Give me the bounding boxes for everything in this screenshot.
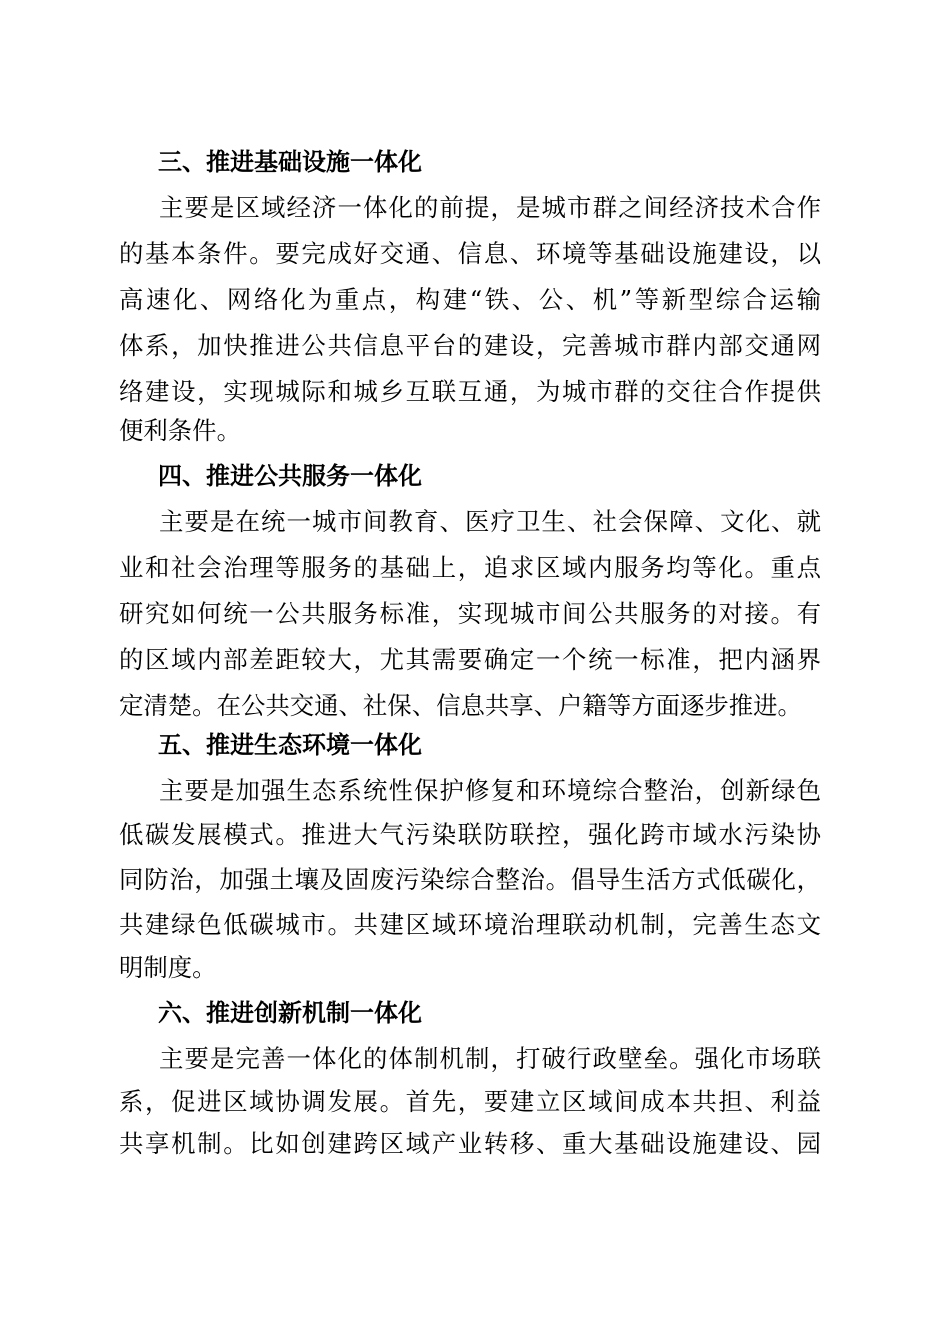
paragraph-line: 系，促进区域协调发展。首先，要建立区域间成本共担、利益 <box>119 1087 821 1116</box>
paragraph-line: 的基本条件。要完成好交通、信息、环境等基础设施建设，以 <box>119 239 821 268</box>
paragraph-line: 研究如何统一公共服务标准，实现城市间公共服务的对接。有 <box>119 599 821 628</box>
paragraph-line: 主要是加强生态系统性保护修复和环境综合整治，创新绿色 <box>159 776 821 805</box>
section-heading: 五、推进生态环境一体化 <box>158 731 422 759</box>
section-heading: 四、推进公共服务一体化 <box>158 462 422 490</box>
paragraph-line: 主要是完善一体化的体制机制，打破行政壁垒。强化市场联 <box>159 1044 821 1073</box>
paragraph-line: 共建绿色低碳城市。共建区域环境治理联动机制，完善生态文 <box>119 910 821 939</box>
paragraph-line: 低碳发展模式。推进大气污染联防联控，强化跨市域水污染协 <box>119 820 821 849</box>
paragraph-line: 主要是区域经济一体化的前提，是城市群之间经济技术合作 <box>159 193 821 222</box>
paragraph-line: 业和社会治理等服务的基础上，追求区域内服务均等化。重点 <box>119 553 821 582</box>
paragraph-line: 明制度。 <box>119 953 217 982</box>
paragraph-line: 的区域内部差距较大，尤其需要确定一个统一标准，把内涵界 <box>119 645 821 674</box>
section-heading: 三、推进基础设施一体化 <box>158 148 422 176</box>
paragraph-line: 络建设，实现城际和城乡互联互通，为城市群的交往合作提供 <box>119 377 821 406</box>
paragraph-line: 主要是在统一城市间教育、医疗卫生、社会保障、文化、就 <box>159 507 821 536</box>
paragraph-line: 共享机制。比如创建跨区域产业转移、重大基础设施建设、园 <box>119 1129 821 1158</box>
section-heading: 六、推进创新机制一体化 <box>158 999 422 1027</box>
paragraph-line: 便利条件。 <box>119 416 241 445</box>
paragraph-line: 体系，加快推进公共信息平台的建设，完善城市群内部交通网 <box>119 331 821 360</box>
paragraph-line: 定清楚。在公共交通、社保、信息共享、户籍等方面逐步推进。 <box>119 691 802 720</box>
paragraph-line: 同防治，加强土壤及固废污染综合整治。倡导生活方式低碳化， <box>119 865 821 894</box>
paragraph-line: 高速化、网络化为重点，构建“铁、公、机”等新型综合运输 <box>119 285 821 314</box>
